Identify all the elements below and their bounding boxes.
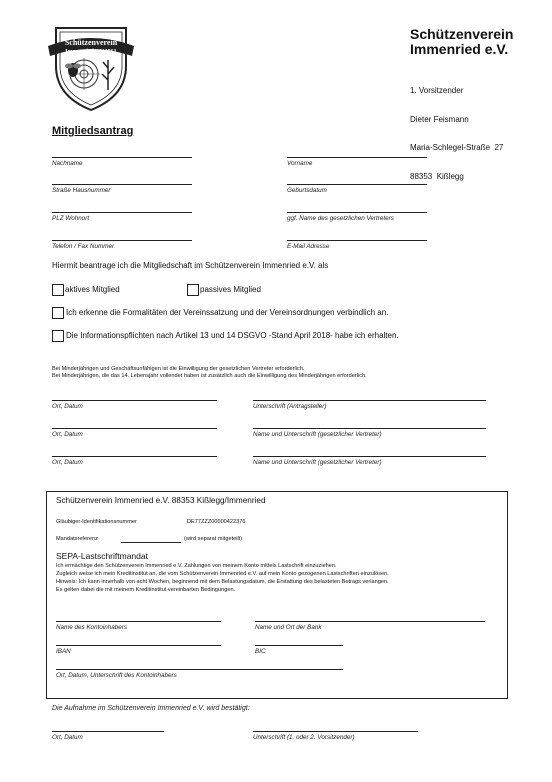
antragsteller-signature-label: Unterschrift (Antragsteller)	[253, 403, 327, 410]
bic-label: BIC	[255, 648, 266, 655]
sepa-header: Schützenverein Immenried e.V. 88353 Kißlegg/Immenried	[56, 496, 266, 505]
ort-datum-label-1: Ort, Datum	[52, 403, 83, 410]
minor-note-2: Bei Minderjährigen, die das 14. Lebensjahr vollendet haben ist zusätzlich auch die Einwilligung des Minderjährigen erforderlich.	[52, 373, 367, 379]
ort-datum-label-3: Ort, Datum	[52, 459, 83, 466]
vorname-label: Vorname	[287, 160, 313, 167]
telefon-field[interactable]	[52, 240, 192, 241]
plz-field[interactable]	[52, 212, 192, 213]
footer-ort-datum-field[interactable]	[52, 731, 164, 732]
kontoinhaber-signature-field[interactable]	[56, 669, 343, 670]
vertreter-signature-label-1: Name und Unterschrift (gesetzlicher Vertreter)	[253, 431, 382, 438]
geburtsdatum-label: Geburtsdatum	[287, 187, 327, 194]
ort-datum-label-2: Ort, Datum	[52, 431, 83, 438]
club-logo	[48, 24, 134, 112]
sepa-text-3: Hinweis: Ich kann innerhalb von acht Wochen, beginnend mit dem Belastungsdatum, die Erstattung des belasteten Betrags verlangen.	[56, 579, 389, 585]
strasse-field[interactable]	[52, 184, 192, 185]
geburtsdatum-field[interactable]	[287, 184, 427, 185]
bic-field[interactable]	[255, 645, 343, 646]
iban-field[interactable]	[56, 645, 221, 646]
club-street: Maria-Schlegel-Straße 27	[410, 143, 504, 152]
club-name-line2: Immenried e.V.	[410, 41, 509, 57]
email-field[interactable]	[287, 240, 427, 241]
vertreter-field[interactable]	[287, 212, 427, 213]
bank-field[interactable]	[255, 621, 485, 622]
confirmation-text: Die Aufnahme im Schützenverein Immenried e.V. wird bestätigt:	[52, 705, 250, 712]
sepa-title: SEPA-Lastschriftmandat	[56, 551, 148, 561]
club-name-line1: Schützenverein	[410, 26, 514, 42]
satzung-label: Ich erkenne die Formalitäten der Vereinssatzung und der Vereinsordnungen verbindlich an.	[66, 308, 389, 317]
nachname-label: Nachname	[52, 160, 83, 167]
mandatsreferenz-field[interactable]	[121, 542, 181, 543]
mandatsreferenz-note: (wird separat mitgeteilt)	[184, 536, 243, 542]
membership-intro: Hiermit beantrage ich die Mitgliedschaft im Schützenverein Immenried e.V. als	[52, 261, 329, 270]
satzung-checkbox[interactable]	[52, 307, 64, 319]
aktiv-checkbox[interactable]	[52, 284, 64, 296]
dsgvo-label: Die Informationspflichten nach Artikel 13 und 14 DSGVO -Stand April 2018- habe ich erhalten.	[66, 331, 399, 340]
aktiv-label: aktives Mitglied	[65, 285, 120, 294]
sepa-text-1: Ich ermächtige den Schützenverein Immenried e.V. Zahlungen von meinem Konto mittels Lastschrift einzuziehen.	[56, 563, 337, 569]
vorsitzender-signature-label: Unterschrift (1. oder 2. Vorsitzender)	[253, 734, 355, 741]
club-name	[410, 27, 540, 57]
glaeubiger-label: Gläubiger-Identifikationsnummer	[56, 519, 137, 525]
email-label: E-Mail Adresse	[287, 243, 330, 250]
kontoinhaber-signature-label: Ort, Datum, Unterschrift des Kontoinhabers	[56, 672, 177, 679]
bank-label: Name und Ort der Bank	[255, 624, 322, 631]
kontoinhaber-field[interactable]	[56, 621, 221, 622]
vertreter-signature-field-2[interactable]	[253, 456, 486, 457]
vorname-field[interactable]	[287, 157, 427, 158]
ort-datum-field-1[interactable]	[52, 400, 217, 401]
sepa-text-2: Zugleich weise ich mein Kreditinstitut an, die vom Schützenverein Immenried e.V. auf mein Konto gezogenen Lastschriften einzulösen.	[56, 571, 389, 577]
vertreter-signature-label-2: Name und Unterschrift (gesetzlicher Vertreter)	[253, 459, 382, 466]
vertreter-label: ggf. Name des gesetzlichen Vertreters	[287, 215, 394, 222]
minor-note-1: Bei Minderjährigen und Geschäftsunfähigen ist die Einwilligung der gesetzlichen Vertreter erforderlich.	[52, 366, 305, 372]
club-city: 88353 Kißlegg	[410, 171, 464, 181]
dsgvo-checkbox[interactable]	[52, 330, 64, 342]
passiv-checkbox[interactable]	[187, 284, 199, 296]
passiv-label: passives Mitglied	[200, 285, 261, 294]
vertreter-signature-field-1[interactable]	[253, 428, 486, 429]
plz-label: PLZ Wohnort	[52, 215, 90, 222]
kontoinhaber-label: Name des Kontoinhabers	[56, 624, 128, 631]
telefon-label: Telefon / Fax Nummer	[52, 243, 115, 250]
club-address	[410, 67, 550, 191]
ort-datum-field-2[interactable]	[52, 428, 217, 429]
club-person: Dieter Feismann	[410, 114, 469, 124]
iban-label: IBAN	[56, 648, 71, 655]
strasse-label: Straße Hausnummer	[52, 187, 111, 194]
footer-ort-datum-label: Ort, Datum	[52, 734, 83, 741]
mandatsreferenz-label: Mandatsreferenz	[56, 536, 98, 542]
form-title: Mitgliedsantrag	[52, 125, 134, 137]
logo-band-sub: Immenried e.V.1961	[65, 49, 117, 55]
nachname-field[interactable]	[52, 157, 192, 158]
ort-datum-field-3[interactable]	[52, 456, 217, 457]
sepa-text-4: Es gelten dabei die mit meinem Kreditinstitut vereinbarten Bedingungen.	[56, 587, 236, 593]
club-role: 1. Vorsitzender	[410, 86, 464, 95]
vorsitzender-signature-field[interactable]	[253, 731, 418, 732]
glaeubiger-id: DE77ZZZ00000422376	[187, 519, 246, 525]
antragsteller-signature-field[interactable]	[253, 400, 486, 401]
logo-band-text: Schützenverein	[64, 38, 118, 47]
